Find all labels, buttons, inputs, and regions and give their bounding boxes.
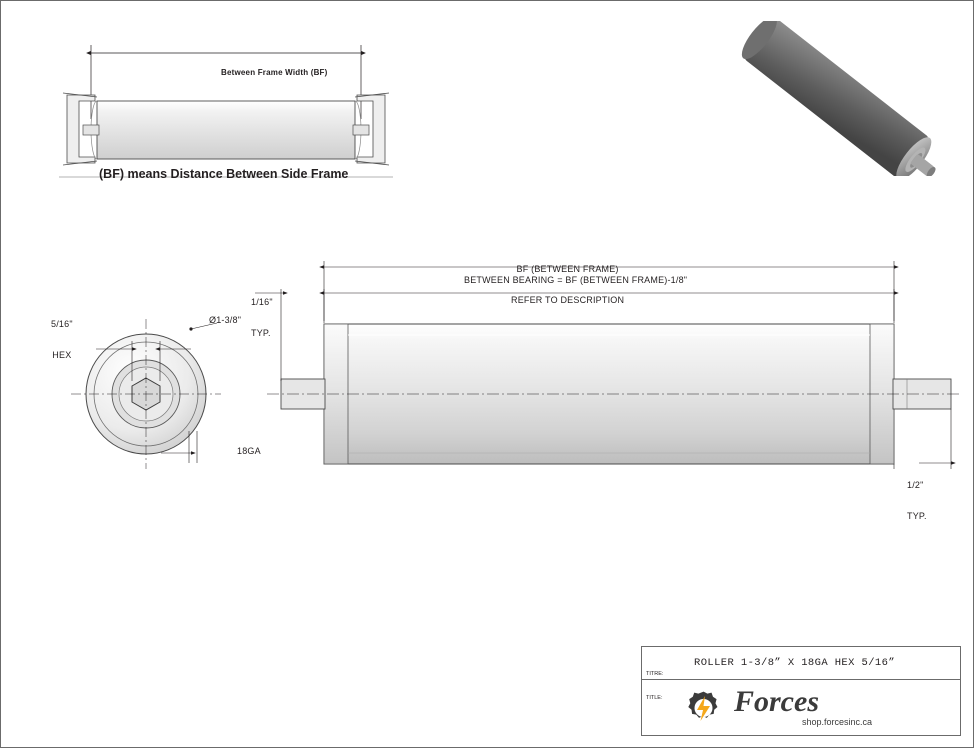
between-frame-svg (49, 27, 429, 187)
brand-url: shop.forcesinc.ca (802, 717, 873, 727)
end-view (71, 319, 221, 469)
right-shaft-dimension-text: 1/2" TYP. (907, 479, 927, 521)
title-block-label: TITRE: TITLE: (646, 670, 664, 702)
roller-3d-render (721, 21, 956, 176)
bf-overall-dimension-text: BF (BETWEEN FRAME) REFER TO DESCRIPTION (511, 263, 625, 305)
bf-caption: (BF) means Distance Between Side Frame (99, 167, 349, 181)
gear-bolt-icon (682, 685, 730, 731)
left-shaft-dimension-text: 1/16" TYP. (251, 296, 273, 338)
bf-width-dimension-label: Between Frame Width (BF) (221, 68, 328, 77)
hex-dimension-text: 5/16" HEX (51, 318, 73, 360)
gauge-dimension-text: 18GA (237, 446, 261, 456)
side-view (267, 324, 961, 464)
brand-logo (682, 683, 957, 735)
main-orthographic-drawing (41, 231, 961, 521)
brand-name: Forces (734, 685, 819, 718)
between-bearing-dimension-text: BETWEEN BEARING = BF (BETWEEN FRAME)-1/8" (464, 275, 688, 285)
roller-3d-svg (721, 21, 956, 176)
diameter-dimension-text: Ø1-3/8" (209, 315, 242, 325)
drawing-title-value: ROLLER 1-3/8” X 18GA HEX 5/16” (694, 657, 896, 669)
between-frame-illustration (49, 27, 429, 187)
title-block-divider (642, 679, 960, 680)
title-block (641, 646, 961, 736)
